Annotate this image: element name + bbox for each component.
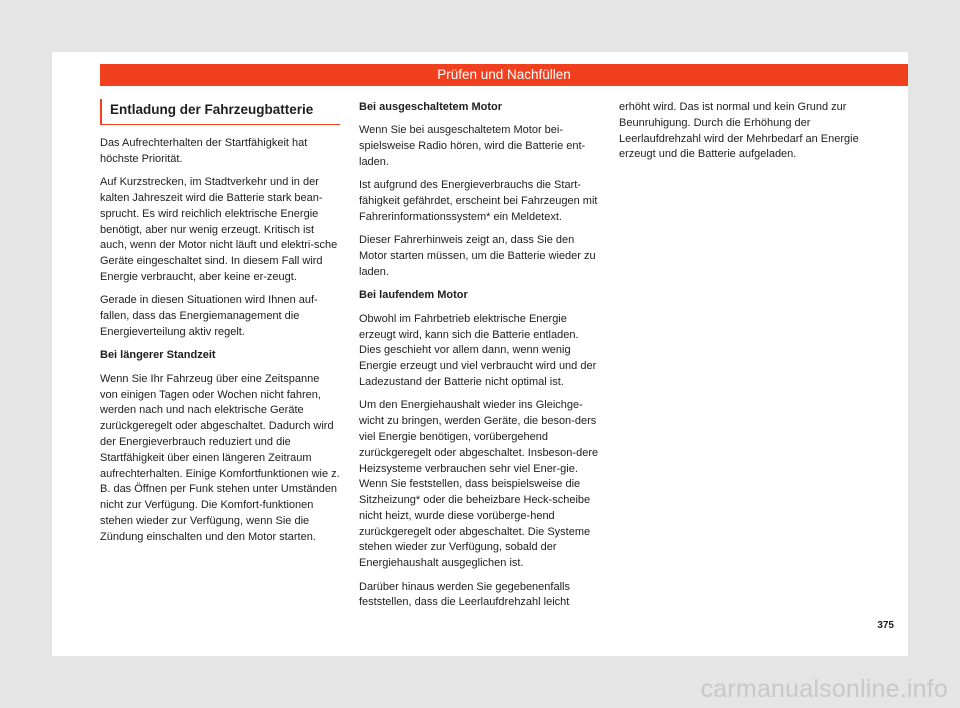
column-middle xyxy=(359,100,599,619)
column-left xyxy=(100,99,340,553)
paragraph: Um den Energiehaushalt wieder ins Gleichge-wicht zu bringen, werden Geräte, die beson-ders viel Energie benötigen, vorübergehend zurückgeregelt oder abgeschaltet. Insbeson-dere Heizsysteme verbrauchen sehr viel Ener-gie. Wenn Sie feststellen, dass beispielsweise die Sitzheizung* oder die beheizbare Heck-scheibe nicht heizt, wurde diese vorüberge-hend zurückgeregelt oder abgeschaltet. Die Systeme stehen wieder zur Verfügung, sobald der Energiehaushalt ausgeglichen ist. xyxy=(359,399,599,570)
paragraph: Das Aufrechterhalten der Startfähigkeit hat höchste Priorität. xyxy=(100,137,308,165)
chapter-header: Prüfen und Nachfüllen xyxy=(100,64,908,86)
paragraph: Obwohl im Fahrbetrieb elektrische Energie erzeugt wird, kann sich die Batterie entladen. Dies geschieht vor allem dann, wenn wenig Energie erzeugt und viel verbraucht wird und der Ladezustand der Batterie nicht optimal ist. xyxy=(359,312,597,388)
paragraph: Gerade in diesen Situationen wird Ihnen auf-fallen, dass das Energiemanagement die Energieverteilung aktiv regelt. xyxy=(100,294,318,338)
section-title: Entladung der Fahrzeugbatterie xyxy=(100,99,340,125)
paragraph: Ist aufgrund des Energieverbrauchs die Start-fähigkeit gefährdet, erscheint bei Fahrzeugen mit Fahrerinformationssystem* ein Meldetext. xyxy=(359,179,598,223)
watermark: carmanualsonline.info xyxy=(700,675,948,703)
paragraph: erhöht wird. Das ist normal und kein Grund zur Beunruhigung. Durch die Erhöhung der Leerlaufdrehzahl wird der Mehrbedarf an Energie erzeugt und die Batterie aufgeladen. xyxy=(619,101,859,161)
paragraph: Wenn Sie bei ausgeschaltetem Motor bei-spielsweise Radio hören, wird die Batterie ent-laden. xyxy=(359,124,586,168)
manual-page xyxy=(52,52,908,656)
page-number: 375 xyxy=(877,620,894,631)
paragraph: Auf Kurzstrecken, im Stadtverkehr und in der kalten Jahreszeit wird die Batterie stark bean-sprucht. Es wird reichlich elektrische Energie benötigt, aber nur wenig erzeugt. Kritisch ist auch, wenn der Motor nicht läuft und elektri-sche Geräte eingeschaltet sind. In diesem Fall wird Energie verbraucht, aber keine er-zeugt. xyxy=(100,176,338,283)
subheading-longer-standstill: Bei längerer Standzeit xyxy=(100,349,216,362)
paragraph: Darüber hinaus werden Sie gegebenenfalls feststellen, dass die Leerlaufdrehzahl leicht xyxy=(359,580,570,609)
column-right xyxy=(619,100,859,171)
subheading-engine-running: Bei laufendem Motor xyxy=(359,289,468,302)
paragraph: Wenn Sie Ihr Fahrzeug über eine Zeitspanne von einigen Tagen oder Wochen nicht fahren, werden nach und nach elektrische Geräte zurückgeregelt oder abgeschaltet. Dadurch wird der Energieverbrauch reduziert und die Startfähigkeit über einen längeren Zeitraum aufrechterhalten. Einige Komfortfunktionen wie z. B. das Öffnen per Funk stehen unter Umständen nicht zur Verfügung. Die Komfort-funktionen stehen wieder zur Verfügung, wenn Sie die Zündung einschalten und den Motor starten. xyxy=(100,372,340,543)
paragraph: Dieser Fahrerhinweis zeigt an, dass Sie den Motor starten müssen, um die Batterie wieder zu laden. xyxy=(359,234,596,278)
subheading-engine-off: Bei ausgeschaltetem Motor xyxy=(359,101,503,113)
